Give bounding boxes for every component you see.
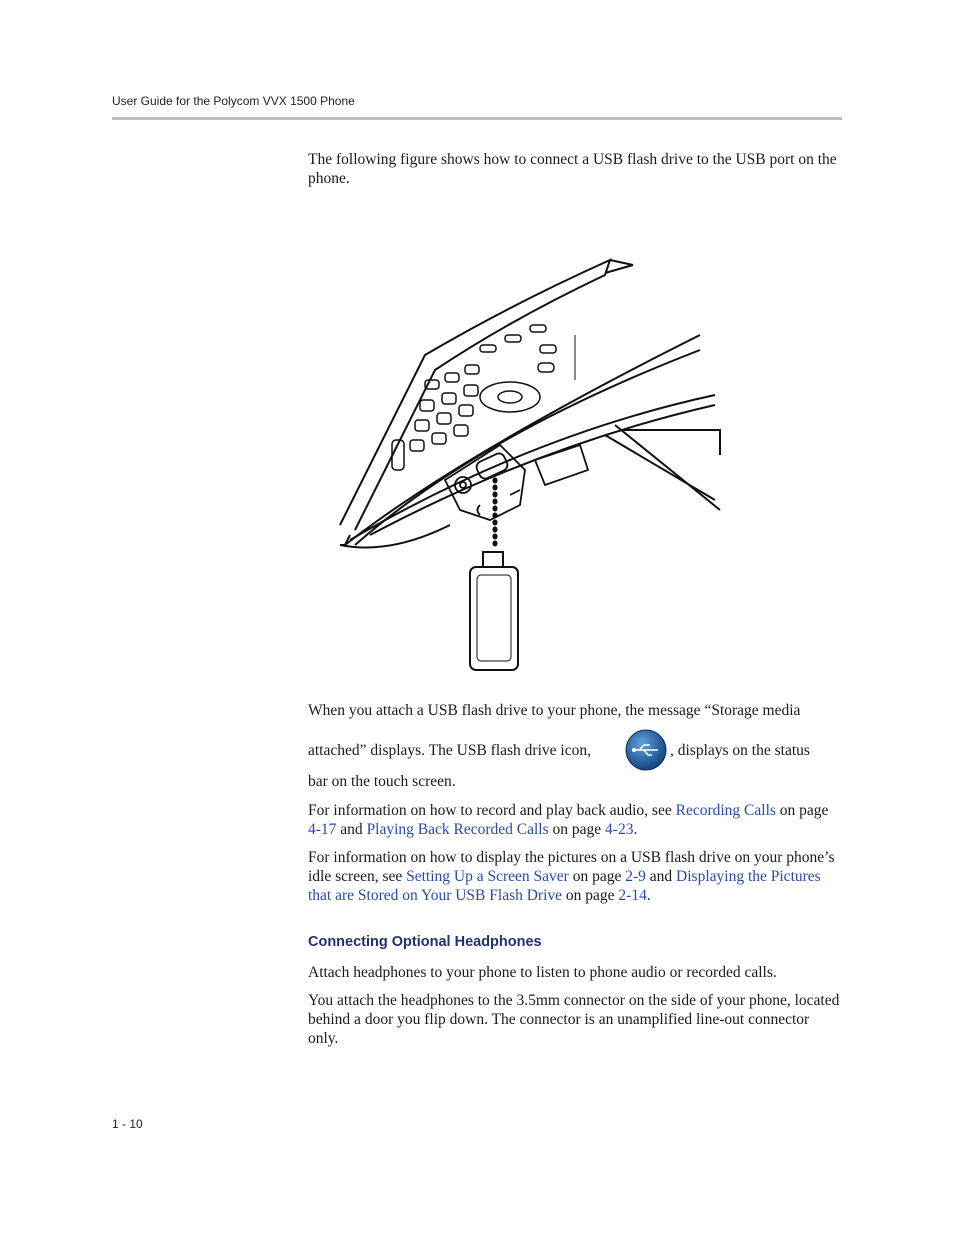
pictures-text-3: and [645,868,677,885]
attach-line-2-before: attached” displays. The USB flash drive icon, [308,742,591,759]
page-number: 1 - 10 [112,1117,143,1131]
link-playing-back-recorded-calls[interactable]: Playing Back Recorded Calls [366,821,549,838]
record-text-2: on page [775,802,829,819]
record-text-5: . [633,821,638,838]
record-text-3: and [336,821,367,838]
link-recording-calls[interactable]: Recording Calls [675,802,776,819]
pictures-text-2: on page [568,868,626,885]
link-displaying-pictures[interactable]: Displaying the Pictures that are Stored on Your USB Flash Drive [308,868,821,904]
usb-icon [625,729,667,771]
link-setting-up-screen-saver[interactable]: Setting Up a Screen Saver [406,868,569,885]
record-text-4: on page [548,821,606,838]
link-page-2-14[interactable]: 2-14 [618,887,647,904]
record-paragraph [308,801,842,839]
keypad [392,325,556,470]
attach-line-2-after: , displays on the status [670,742,810,759]
phone-outline [340,260,610,530]
pictures-paragraph [308,848,842,905]
attach-line-3: bar on the touch screen. [308,773,456,790]
attach-line-2 [308,742,591,760]
pictures-text-5: . [646,887,651,904]
section-heading: Connecting Optional Headphones [308,934,542,950]
usb-flash-drive [470,552,518,670]
pictures-text-4: on page [562,887,619,904]
running-header: User Guide for the Polycom VVX 1500 Phone [112,94,355,108]
intro-paragraph [308,150,842,188]
attach-line-1: When you attach a USB flash drive to your phone, the message “Storage media [308,702,801,719]
phone-usb-connection-illustration [330,245,730,675]
link-page-2-9[interactable]: 2-9 [625,868,646,885]
headphones-paragraph-2 [308,991,842,1048]
headphones-text-2: You attach the headphones to the 3.5mm connector on the side of your phone, located behind a door you flip down. The connector is an unamplified line-out connector only. [308,992,840,1047]
headphones-text-1: Attach headphones to your phone to listen to phone audio or recorded calls. [308,964,777,981]
header-rule [112,117,842,120]
pictures-text-1: For information on how to display the pictures on a USB flash drive on your phone’s idle screen, see [308,849,835,885]
record-text-1: For information on how to record and play back audio, see [308,802,676,819]
link-page-4-17[interactable]: 4-17 [308,821,337,838]
headphones-paragraph-1 [308,963,842,982]
intro-text: The following figure shows how to connect a USB flash drive to the USB port on the phone. [308,151,837,187]
link-page-4-23[interactable]: 4-23 [605,821,634,838]
